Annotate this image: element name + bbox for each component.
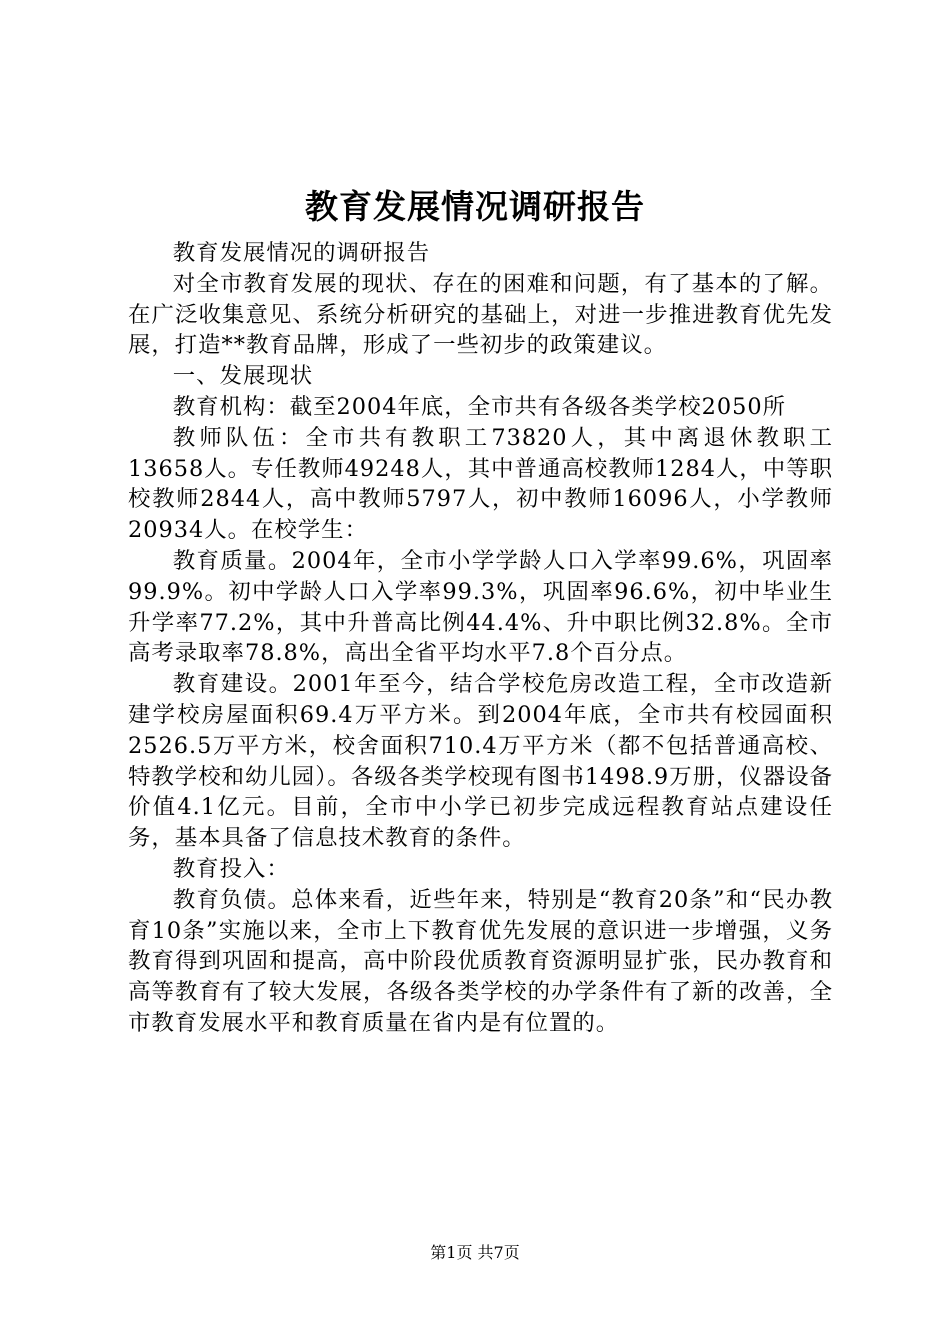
section-heading: 一、发展现状 xyxy=(172,363,314,390)
paragraph-institutions: 教育机构：截至2004年底，全市共有各级各类学校2050所 xyxy=(172,393,786,420)
document-title: 教育发展情况调研报告 xyxy=(305,187,645,226)
paragraph-teachers: 教师队伍：全市共有教职工73820人，其中离退休教职工13658人。专任教师49248人，其中普通高校教师1284人，中等职校教师2844人，高中教师5797人，初中教师16096人，小学教师20934人。在校学生： xyxy=(128,424,833,544)
paragraph-construction: 教育建设。2001年至今，结合学校危房改造工程，全市改造新建学校房屋面积69.4万平方米。到2004年底，全市共有校园面积2526.5万平方米，校舍面积710.4万平方米（都不包括普通高校、特教学校和幼儿园）。各级各类学校现有图书1498.9万册，仪器设备价值4.1亿元。目前，全市中小学已初步完成远程教育站点建设任务，基本具备了信息技术教育的条件。 xyxy=(128,671,833,852)
paragraph-quality: 教育质量。2004年，全市小学学龄人口入学率99.6%，巩固率99.9%。初中学龄人口入学率99.3%，巩固率96.6%，初中毕业生升学率77.2%，其中升普高比例44.4%、升中职比例32.8%。全市高考录取率78.8%，高出全省平均水平7.8个百分点。 xyxy=(128,547,833,667)
paragraph-intro: 对全市教育发展的现状、存在的困难和问题，有了基本的了解。在广泛收集意见、系统分析研究的基础上，对进一步推进教育优先发展，打造**教育品牌，形成了一些初步的政策建议。 xyxy=(128,270,833,359)
paragraph-investment: 教育投入： xyxy=(172,855,290,882)
paragraph-debt: 教育负债。总体来看，近些年来，特别是“教育20条”和“民办教育10条”实施以来，全市上下教育优先发展的意识进一步增强，义务教育得到巩固和提高，高中阶段优质教育资源明显扩张，民办教育和高等教育有了较大发展，各级各类学校的办学条件有了新的改善，全市教育发展水平和教育质量在省内是有位置的。 xyxy=(128,886,833,1036)
document-body xyxy=(128,238,833,1039)
page-footer: 第1页 共7页 xyxy=(430,1243,520,1262)
paragraph-subtitle: 教育发展情况的调研报告 xyxy=(172,240,431,266)
